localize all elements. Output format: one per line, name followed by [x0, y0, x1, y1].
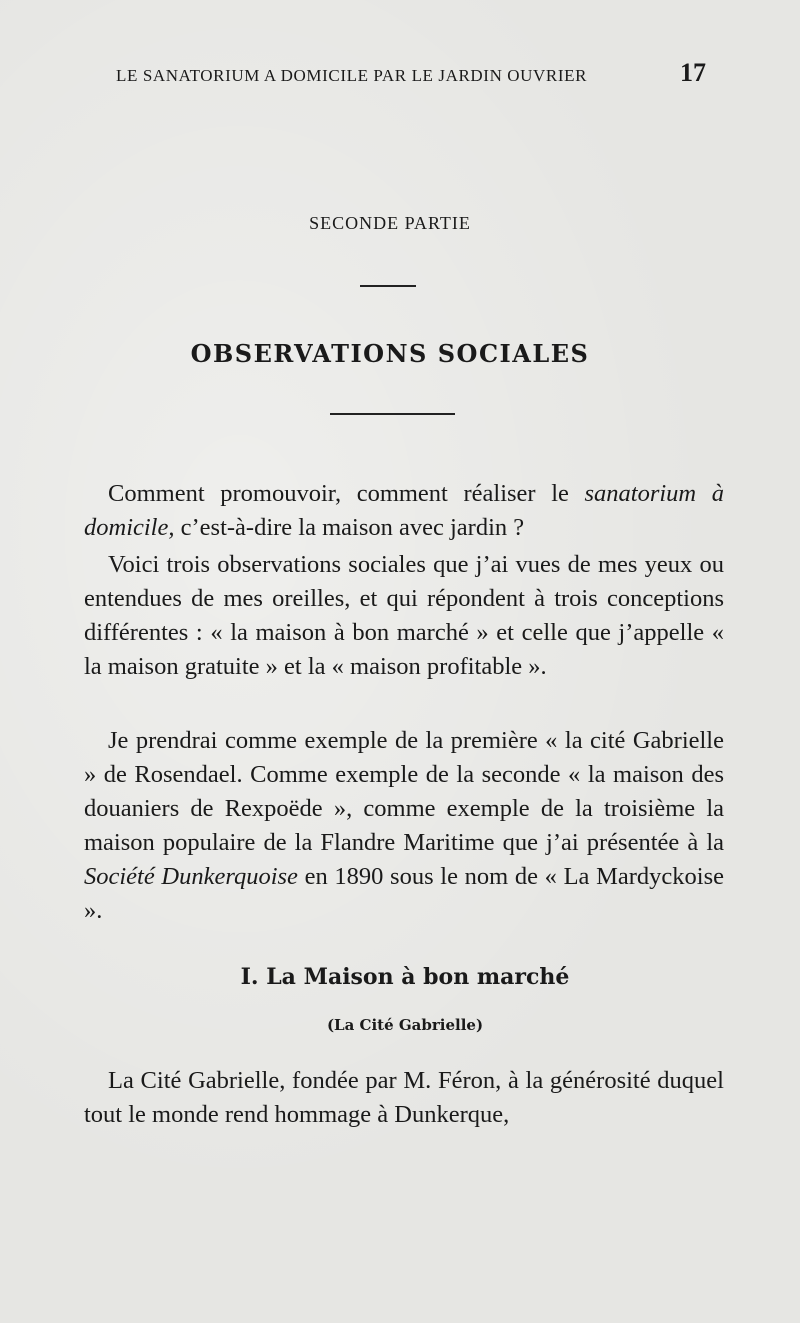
italic-term: Société Dunkerquoise	[84, 863, 298, 890]
subsection-title: I. La Maison à bon marché	[240, 964, 570, 990]
paragraph-text: Je prendrai comme exemple de la première « la cité Gabrielle » de Rosendael. Comme exemple de la seconde « la maison des douaniers de Rexpoëde », comme exemple de la troisième la maison populaire de la Flandre Maritime que j’ai présentée à la	[84, 727, 724, 856]
italic-term: sanatorium à domicile,	[84, 480, 724, 541]
paragraph	[84, 724, 724, 928]
paragraph	[84, 1064, 724, 1132]
paragraph-text: en 1890 sous le nom de « La Mardyckoise ».	[84, 863, 724, 924]
paragraph	[84, 477, 724, 545]
subsection-subtitle: (La Cité Gabrielle)	[326, 1016, 484, 1034]
running-head	[116, 58, 706, 92]
divider-rule	[360, 285, 416, 287]
section-title: OBSERVATIONS SOCIALES	[190, 339, 590, 368]
part-title: SECONDE PARTIE	[309, 213, 471, 233]
paragraph-text: Voici trois observations sociales que j’ai vues de mes yeux ou entendues de mes oreilles, et qui répondent à trois conceptions différentes : « la maison à bon marché » et celle que j’appelle « la maison gratuite » et la « maison profitable ».	[84, 551, 724, 680]
running-title: LE SANATORIUM A DOMICILE PAR LE JARDIN OUVRIER	[116, 66, 588, 85]
divider-rule	[330, 413, 455, 415]
paragraph-text: c’est-à-dire la maison avec jardin ?	[174, 514, 525, 541]
page-number: 17	[680, 58, 706, 87]
paragraph	[84, 548, 724, 684]
paragraph-text: La Cité Gabrielle, fondée par M. Féron, à la générosité duquel tout le monde rend hommage à Dunkerque,	[84, 1067, 724, 1128]
paragraph-text: Comment promouvoir, comment réaliser le	[108, 480, 585, 507]
